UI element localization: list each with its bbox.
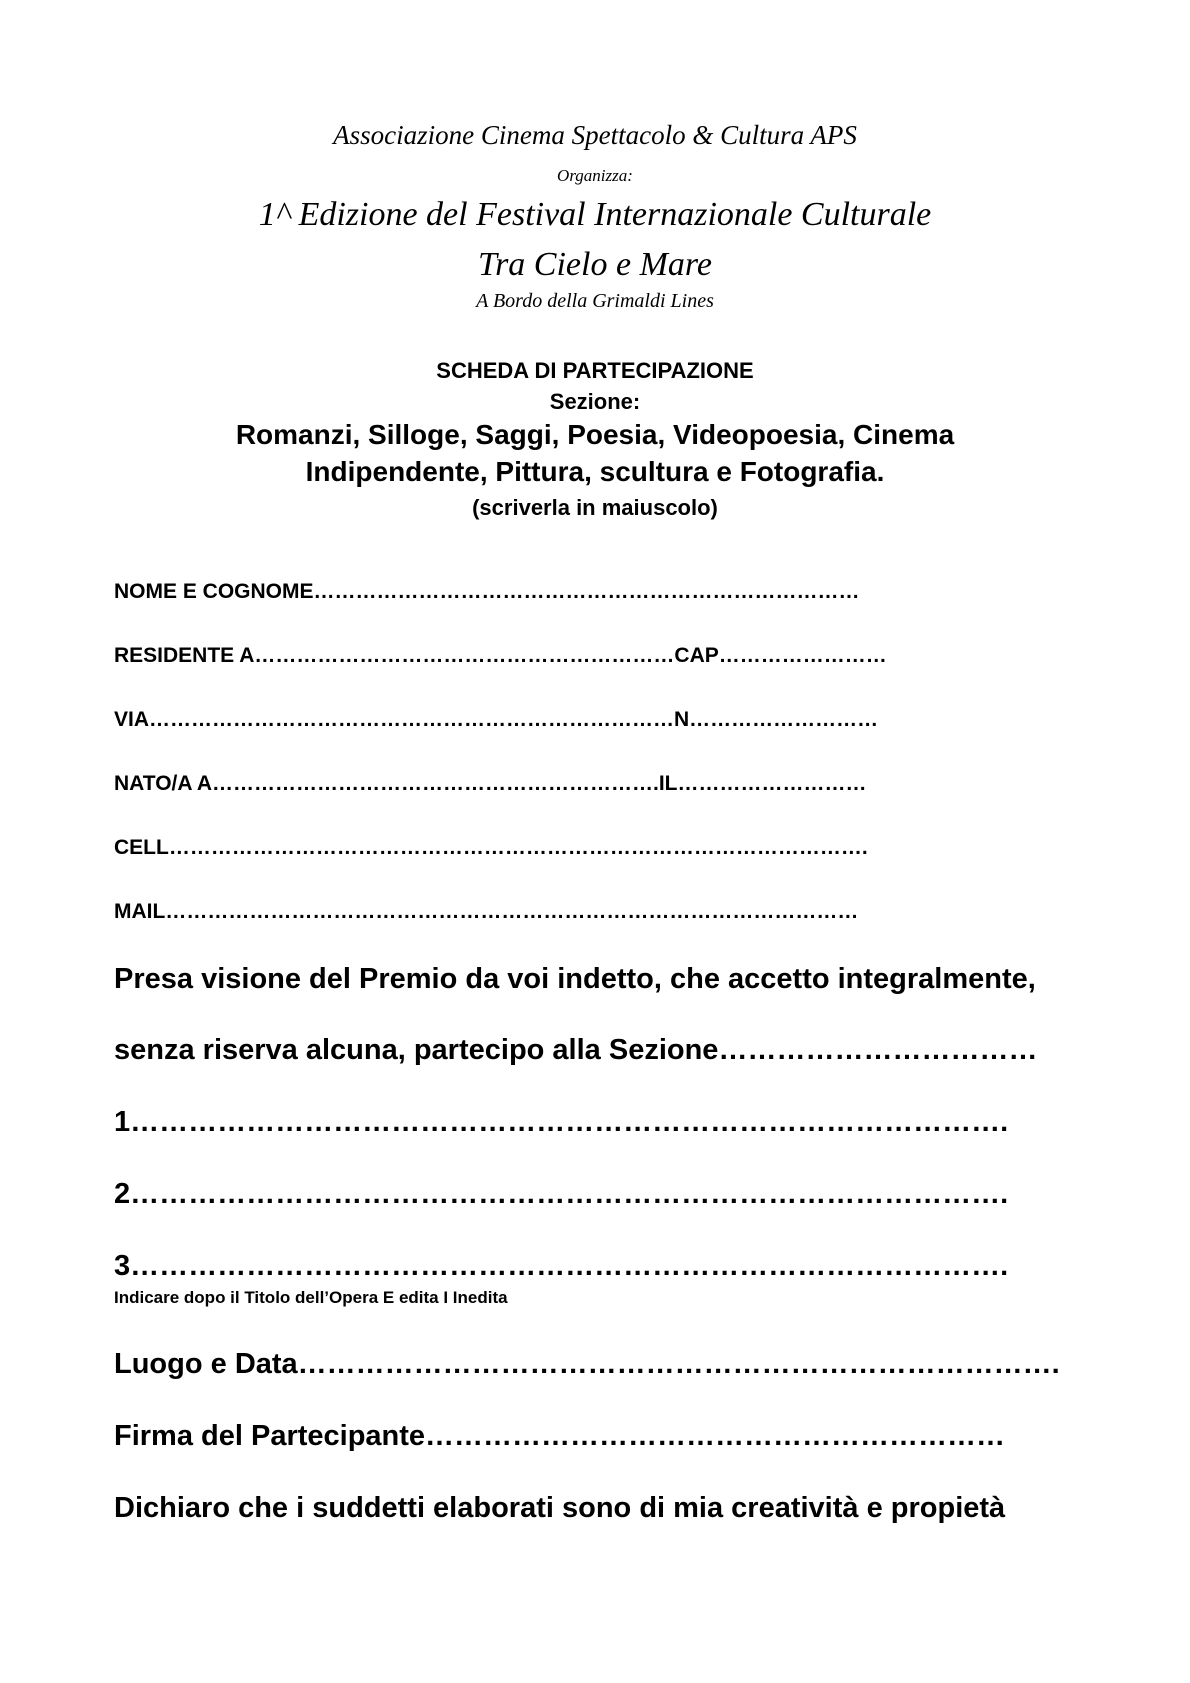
festival-name: Tra Cielo e Mare xyxy=(478,246,712,283)
on-board-subtitle: A Bordo della Grimaldi Lines xyxy=(476,290,714,312)
email-field[interactable]: MAIL……………………………………………………………………………………… xyxy=(114,900,859,923)
categories-line-2: Indipendente, Pittura, scultura e Fotografia. xyxy=(305,456,885,487)
work-entry-2[interactable]: 2………………………………………………………………………………. xyxy=(114,1178,1009,1210)
birth-field[interactable]: NATO/A A……………………………………………………….IL……………………… xyxy=(114,772,867,795)
festival-edition-title: 1^ Edizione del Festival Internazionale Culturale xyxy=(258,196,932,233)
work-entry-1[interactable]: 1………………………………………………………………………………. xyxy=(114,1106,1009,1138)
uppercase-note: (scriverla in maiuscolo) xyxy=(472,495,718,520)
organizza-label: Organizza: xyxy=(557,166,633,185)
categories-line-1: Romanzi, Silloge, Saggi, Poesia, Videopoesia, Cinema xyxy=(235,419,955,450)
phone-field[interactable]: CELL………………………………………………………………………………………. xyxy=(114,836,868,859)
residence-field[interactable]: RESIDENTE A……………………………………………………CAP…………………… xyxy=(114,644,887,667)
street-field[interactable]: VIA…………………………………………………………………N……………………… xyxy=(114,708,879,731)
declaration-line-1: Presa visione del Premio da voi indetto, che accetto integralmente, xyxy=(114,963,1036,995)
signature-field[interactable]: Firma del Partecipante…………………………………………………… xyxy=(114,1420,1006,1452)
declaration-line-2[interactable]: senza riserva alcuna, partecipo alla Sezione…………………………… xyxy=(114,1034,1038,1066)
work-entry-3[interactable]: 3………………………………………………………………………………. xyxy=(114,1250,1009,1282)
section-label: Sezione: xyxy=(549,389,641,414)
name-field[interactable]: NOME E COGNOME…………………………………………………………………… xyxy=(114,580,860,603)
place-date-field[interactable]: Luogo e Data……………………………………………………………………. xyxy=(114,1348,1060,1380)
form-title: SCHEDA DI PARTECIPAZIONE xyxy=(436,358,754,383)
ownership-declaration: Dichiaro che i suddetti elaborati sono di mia creatività e propietà xyxy=(114,1492,1006,1524)
works-note: Indicare dopo il Titolo dell’Opera E edita I Inedita xyxy=(114,1288,508,1307)
association-name: Associazione Cinema Spettacolo & Cultura APS xyxy=(333,120,857,150)
